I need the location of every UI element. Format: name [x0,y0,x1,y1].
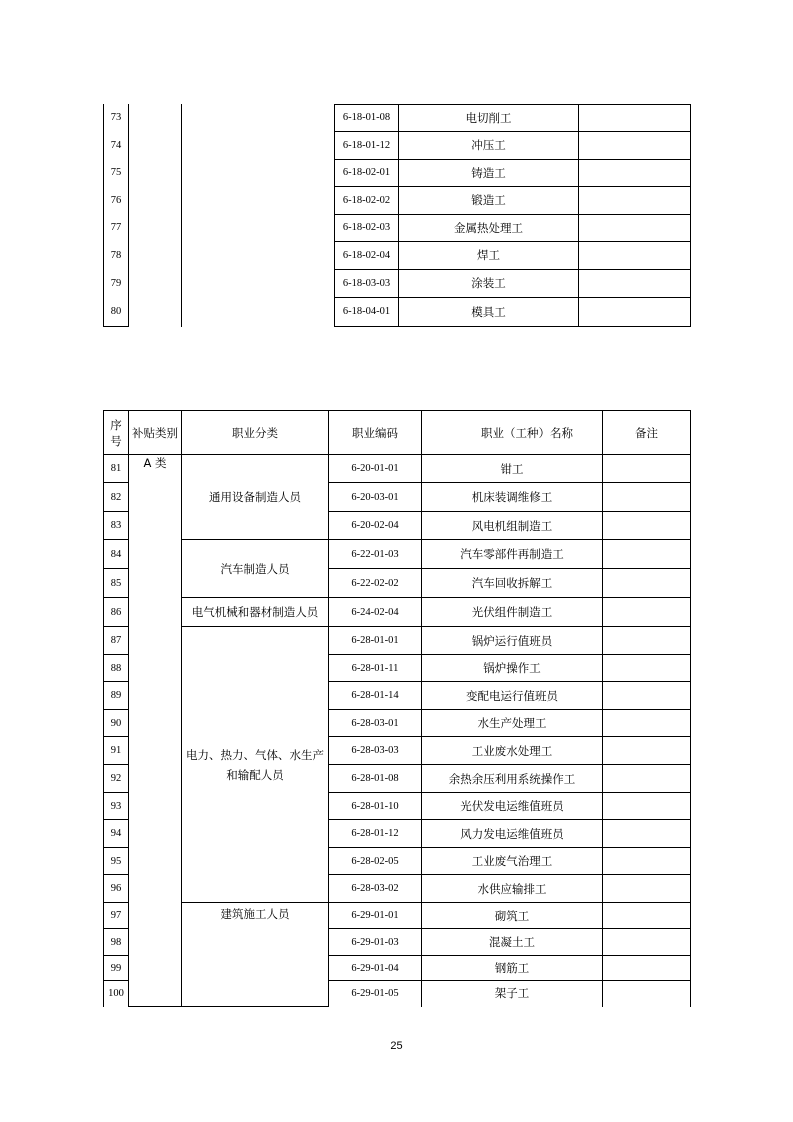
occupation-code: 6-28-03-01 [351,717,399,729]
row-number: 82 [110,491,122,503]
occupation-name: 混凝土工 [489,935,535,949]
occupation-code: 6-28-01-11 [351,662,399,674]
category-construction: 建筑施工人员 [220,907,290,921]
top-table-border [128,104,129,327]
occupation-code: 6-28-01-10 [351,800,399,812]
row-number: 85 [110,577,122,589]
category-power-utilities [182,627,328,902]
occupation-name: 金属热处理工 [454,220,523,235]
top-table-border [578,104,579,327]
row-number: 98 [110,936,122,948]
occupation-code: 6-29-01-05 [351,987,399,999]
occupation-name: 钳工 [500,461,524,476]
header-occupation-name: 职业（工种）名称 [481,425,573,440]
row-number: 96 [110,883,122,894]
row-number: 86 [110,606,122,618]
header-serial-line2: 号 [110,433,122,448]
occupation-code: 6-18-02-03 [342,222,391,233]
header-remarks: 备注 [635,425,658,440]
occupation-name: 锻造工 [471,193,506,207]
row-number: 99 [110,962,122,974]
row-number: 78 [110,249,122,261]
occupation-code: 6-18-03-03 [342,277,391,289]
category-power-line2: 和输配人员 [226,767,284,782]
occupation-code: 6-20-03-01 [351,491,399,503]
occupation-code: 6-29-01-03 [351,936,399,948]
occupation-code: 6-18-02-04 [342,249,391,261]
occupation-code: 6-28-03-03 [351,745,399,756]
row-number: 97 [110,910,122,921]
occupation-name: 风力发电运维值班员 [460,826,564,841]
category-automobile: 汽车制造人员 [220,561,290,576]
top-table-border [334,326,691,327]
row-number: 80 [110,306,122,317]
occupation-name: 汽车回收拆解工 [471,576,553,590]
occupation-code: 6-24-02-04 [351,606,399,618]
occupation-code: 6-18-01-12 [342,139,391,151]
top-table-border [690,104,691,327]
category-power-line1: 电力、热力、气体、水生产 [186,747,324,762]
header-subsidy-type: 补贴类别 [132,425,178,440]
occupation-code: 6-28-01-14 [351,690,399,701]
row-number: 73 [110,112,122,123]
occupation-code: 6-29-01-01 [351,910,399,921]
occupation-code: 6-18-04-01 [342,306,391,317]
header-occupation-category: 职业分类 [232,425,278,440]
top-table-border [103,326,128,327]
occupation-code: 6-18-02-01 [342,167,391,178]
occupation-name: 电切削工 [465,110,512,125]
main-table-border [128,1006,329,1007]
occupation-name: 砌筑工 [494,908,530,923]
occupation-name: 锅炉操作工 [483,661,541,675]
occupation-name: 模具工 [471,304,506,319]
occupation-name: 光伏组件制造工 [471,605,553,619]
occupation-code: 6-22-02-02 [351,577,399,589]
occupation-code: 6-28-01-01 [351,635,399,646]
occupation-name: 水生产处理工 [477,716,547,730]
occupation-name: 余热余压利用系统操作工 [448,771,576,786]
page-number: 25 [390,1040,403,1052]
occupation-name: 铸造工 [471,165,506,180]
occupation-name: 机床装调维修工 [471,490,553,504]
occupation-name: 架子工 [494,986,530,1000]
row-number: 76 [110,194,122,206]
category-electrical-machinery: 电气机械和器材制造人员 [191,605,319,619]
row-number: 81 [110,463,122,474]
top-table-border [181,104,182,327]
occupation-name: 汽车零部件再制造工 [460,547,564,561]
row-number: 77 [110,222,122,233]
header-serial-line1: 序 [110,417,122,432]
occupation-name: 变配电运行值班员 [466,688,558,703]
occupation-code: 6-28-02-05 [351,855,399,867]
row-number: 74 [110,139,122,151]
row-number: 94 [110,828,122,839]
occupation-code: 6-18-02-02 [342,194,391,206]
occupation-name: 焊工 [477,248,500,262]
row-number: 90 [110,717,122,729]
occupation-name: 风电机组制造工 [471,518,553,533]
row-number: 83 [110,520,122,531]
occupation-name: 锅炉运行值班员 [471,633,553,648]
occupation-name: 水供应输排工 [477,881,547,896]
occupation-name: 冲压工 [471,138,506,152]
row-number: 91 [110,745,122,756]
occupation-code: 6-20-02-04 [351,520,399,531]
header-serial-number [104,411,128,454]
occupation-code: 6-29-01-04 [351,962,399,974]
row-number: 79 [110,277,122,289]
occupation-name: 工业废水处理工 [471,743,553,758]
row-number: 89 [110,690,122,701]
occupation-name: 光伏发电运维值班员 [460,799,564,813]
occupation-code: 6-28-01-12 [351,828,399,839]
row-number: 100 [108,987,124,999]
row-number: 92 [110,773,122,784]
subsidy-type-value: A 类 [143,456,167,470]
occupation-code: 6-28-03-02 [351,883,399,894]
row-number: 75 [110,167,122,178]
row-number: 84 [110,548,122,560]
occupation-code: 6-28-01-08 [351,773,399,784]
occupation-code: 6-20-01-01 [351,463,399,474]
occupation-code: 6-22-01-03 [351,548,399,560]
row-number: 95 [110,855,122,867]
row-number: 93 [110,800,122,812]
occupation-name: 工业废气治理工 [471,854,553,868]
occupation-name: 涂装工 [471,276,506,290]
occupation-code: 6-18-01-08 [342,112,391,123]
row-number: 87 [110,635,122,646]
row-number: 88 [110,662,122,674]
header-occupation-code: 职业编码 [352,425,398,440]
occupation-name: 钢筋工 [494,961,530,975]
category-general-equipment: 通用设备制造人员 [209,490,301,504]
